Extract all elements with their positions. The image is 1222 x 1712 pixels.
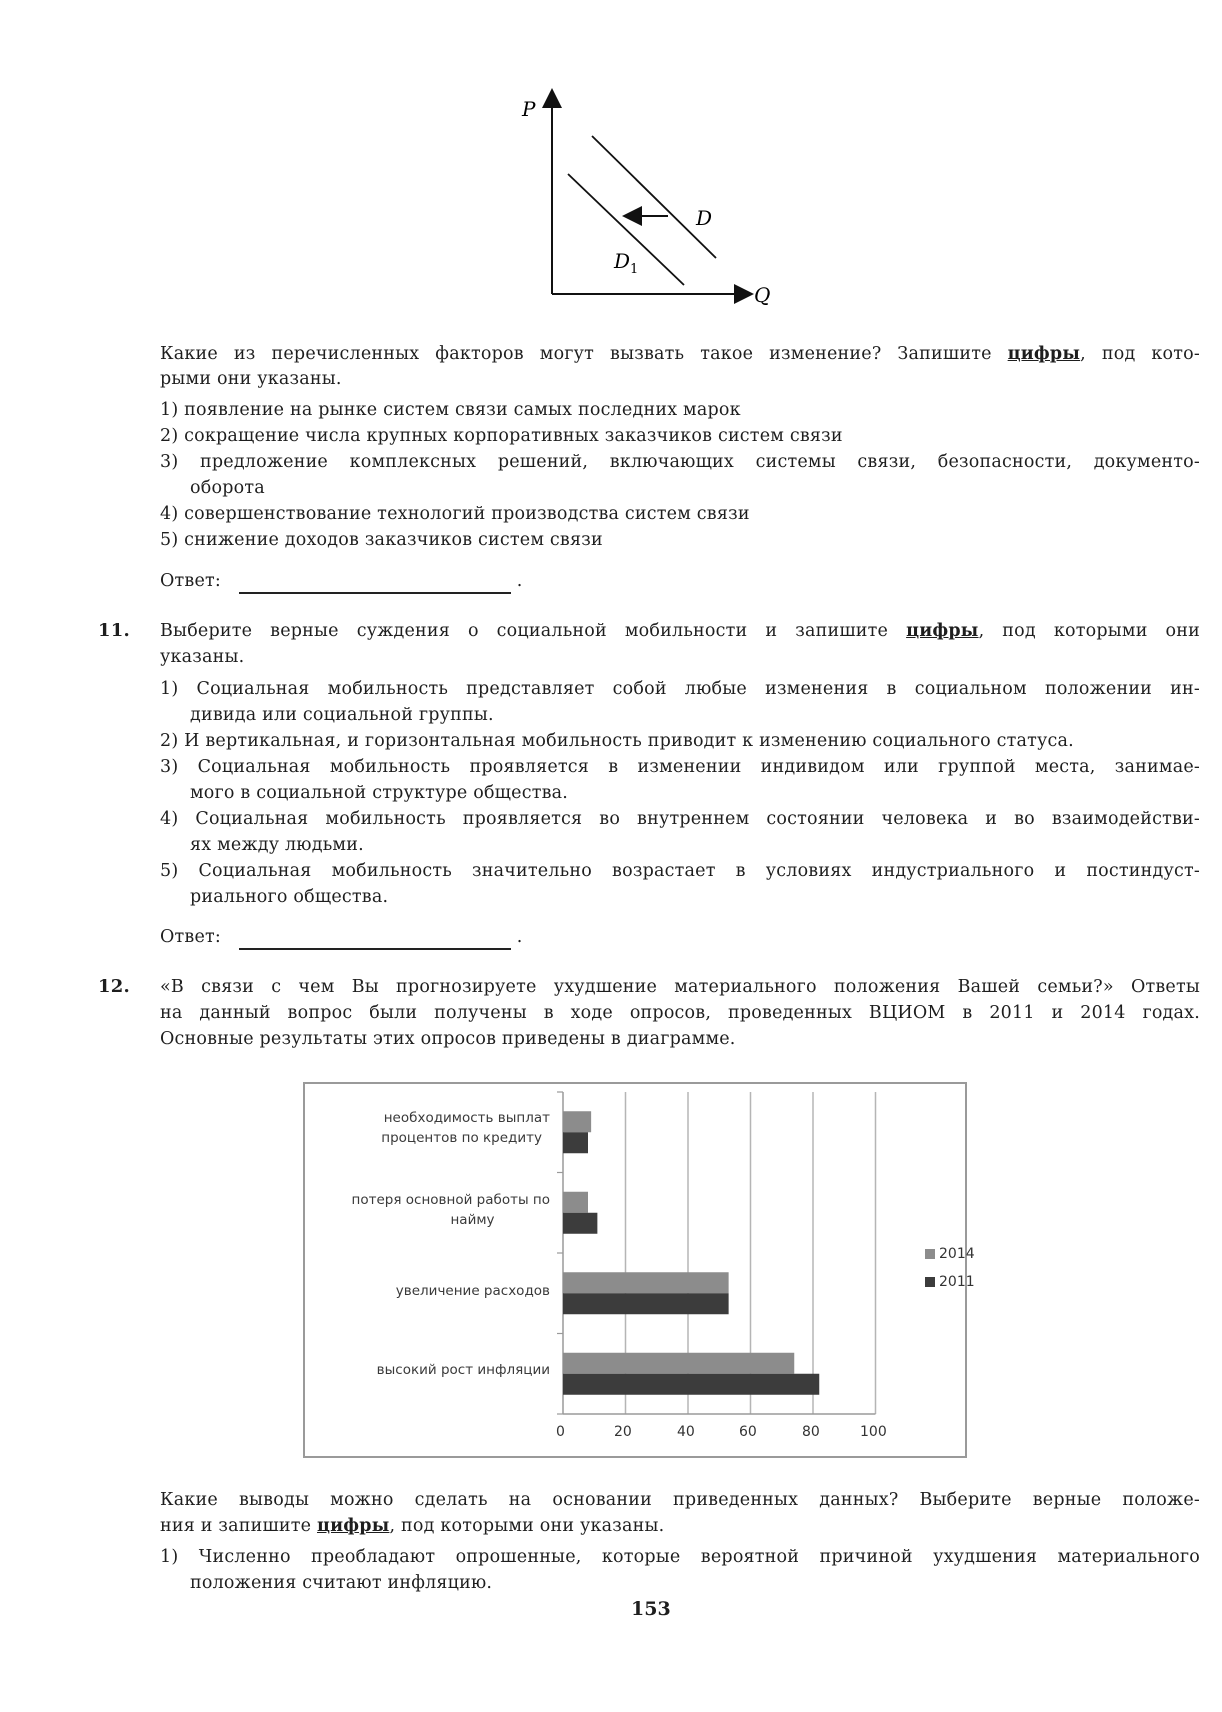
bar-2014: [563, 1192, 588, 1213]
q11-option-5-cont: риального общества.: [190, 887, 389, 907]
q10-option-1: 1) появление на рынке систем связи самых последних марок: [160, 400, 741, 420]
q11-option-4: 4) Социальная мобильность проявляется во внутреннем состоянии человека и во взаимодействи-: [160, 809, 1200, 829]
q-axis-label: Q: [754, 283, 771, 307]
category-label-expenses: увеличение расходов: [395, 1283, 550, 1299]
bar-2011: [563, 1213, 597, 1234]
q10-prompt-cont: рыми они указаны.: [160, 369, 342, 389]
q11-answer-field[interactable]: [239, 930, 511, 950]
category-label-credit: необходимость выплат процентов по кредиту: [381, 1110, 550, 1146]
demand-curve-d: [592, 136, 716, 258]
x-tick-60: 60: [739, 1424, 757, 1440]
q12-number: 12.: [98, 976, 130, 997]
x-tick-100: 100: [860, 1424, 887, 1440]
survey-bar-chart: [303, 1082, 975, 1458]
p-axis-label: P: [522, 97, 536, 121]
legend-swatch-2011: [925, 1277, 935, 1287]
emph-digits: цифры: [317, 1516, 390, 1536]
q11-option-3: 3) Социальная мобильность проявляется в изменении индивидом или группой места, занимае-: [160, 757, 1200, 777]
curve-d1-label: $D_1$: [614, 249, 639, 277]
q11-prompt-cont: указаны.: [160, 647, 245, 667]
q10-prompt: Какие из перечисленных факторов могут вызвать такое изменение? Запишите цифры, под кото-: [160, 344, 1201, 364]
q11-option-3-cont: мого в социальной структуре общества.: [190, 783, 569, 803]
q12-option-1: 1) Численно преобладают опрошенные, которые вероятной причиной ухудшения материального: [160, 1547, 1201, 1567]
q11-option-5: 5) Социальная мобильность значительно возрастает в условиях индустриального и постиндуст-: [160, 861, 1200, 881]
q12-question-line1: Какие выводы можно сделать на основании приведенных данных? Выберите верные положе-: [160, 1490, 1200, 1510]
emph-digits: цифры: [906, 621, 979, 641]
q11-prompt: Выберите верные суждения о социальной мобильности и запишите цифры, под которыми они: [160, 621, 1200, 641]
emph-digits: цифры: [1007, 344, 1081, 364]
bar-2014: [563, 1111, 591, 1132]
x-tick-0: 0: [556, 1424, 565, 1440]
q10-option-5: 5) снижение доходов заказчиков систем связи: [160, 530, 603, 550]
bar-2011: [563, 1293, 729, 1314]
q12-intro-line2: на данный вопрос были получены в ходе опросов, проведенных ВЦИОМ в 2011 и 2014 годах.: [160, 1003, 1200, 1023]
q11-option-1-cont: дивида или социальной группы.: [190, 705, 494, 725]
x-tick-20: 20: [614, 1424, 632, 1440]
q12-question-line2: ния и запишите цифры, под которыми они указаны.: [160, 1516, 665, 1536]
category-label-inflation: высокий рост инфляции: [376, 1362, 550, 1378]
legend-item-2014: 2014: [925, 1246, 975, 1262]
q12-intro-line3: Основные результаты этих опросов приведены в диаграмме.: [160, 1029, 736, 1049]
legend-item-2011: 2011: [925, 1274, 975, 1290]
bar-2014: [563, 1353, 794, 1374]
page-number: 153: [631, 1598, 671, 1620]
q11-option-1: 1) Социальная мобильность представляет собой любые изменения в социальном положении ин-: [160, 679, 1200, 699]
chart-legend: [925, 1246, 975, 1290]
q11-number: 11.: [98, 620, 130, 641]
legend-swatch-2014: [925, 1249, 935, 1259]
q10-option-2: 2) сокращение числа крупных корпоративных заказчиков систем связи: [160, 426, 843, 446]
category-label-job-loss: потеря основной работы по найму: [351, 1192, 550, 1228]
q11-option-2: 2) И вертикальная, и горизонтальная мобильность приводит к изменению социального статуса.: [160, 731, 1074, 751]
q11-option-4-cont: ях между людьми.: [190, 835, 364, 855]
q12-intro-line1: «В связи с чем Вы прогнозируете ухудшение материального положения Вашей семьи?» Ответы: [160, 977, 1200, 997]
q10-answer: Ответ: .: [160, 568, 523, 594]
q10-option-3: 3) предложение комплексных решений, включающих системы связи, безопасности, документо-: [160, 452, 1201, 472]
q10-option-4: 4) совершенствование технологий производства систем связи: [160, 504, 750, 524]
bar-2011: [563, 1374, 819, 1395]
q10-option-3-cont: оборота: [190, 478, 265, 498]
bar-2011: [563, 1132, 588, 1153]
q10-answer-field[interactable]: [239, 574, 511, 594]
q11-answer: Ответ: .: [160, 924, 523, 950]
curve-d-label: D: [696, 206, 713, 230]
demand-shift-graph: [500, 80, 790, 310]
x-tick-40: 40: [677, 1424, 695, 1440]
bar-2014: [563, 1272, 729, 1293]
demand-curve-diagram: [500, 80, 790, 310]
q12-option-1-cont: положения считают инфляцию.: [190, 1573, 493, 1593]
x-tick-80: 80: [802, 1424, 820, 1440]
